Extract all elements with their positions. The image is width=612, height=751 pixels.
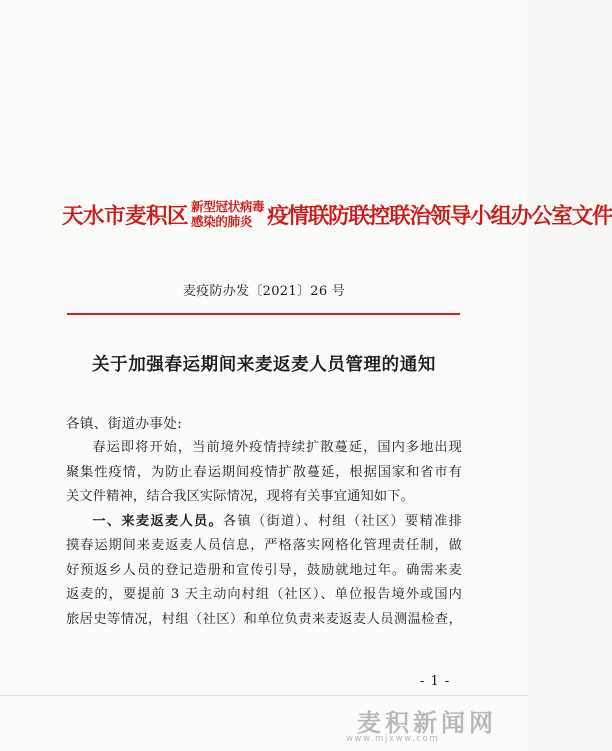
header-virus-line2: 感染的肺炎: [191, 214, 253, 229]
paragraph-2-line-1: [66, 510, 462, 535]
site-watermark: 麦积新闻网: [357, 708, 497, 737]
notice-title: 关于加强春运期间来麦返麦人员管理的通知: [92, 355, 436, 375]
page-number: - 1 -: [420, 674, 451, 689]
document-number: 麦疫防办发〔2021〕26 号: [182, 284, 346, 299]
header-virus-line1: 新型冠状病毒: [191, 199, 265, 214]
paragraph-2-line-5: 旅居史等情况，村组（社区）和单位负责来麦返麦人员测温检查，: [66, 611, 462, 627]
header-issuer-office: 疫情联防联控联治领导小组办公室文件: [267, 203, 612, 229]
section-heading-1: 一、来麦返麦人员。: [92, 513, 223, 529]
site-watermark-url: www.mjxww.com: [346, 734, 440, 744]
paragraph-1-line-1: 春运即将开始，当前境外疫情持续扩散蔓延，国内多地出现: [92, 440, 462, 455]
notice-body: [66, 436, 462, 632]
header-virus-name: [191, 199, 264, 229]
paragraph-2-line-4: 返麦的，要提前 3 天主动向村组（社区）、单位报告境外或国内: [66, 587, 462, 602]
paragraph-1-line-2: 聚集性疫情，为防止春运期间疫情扩散蔓延，根据国家和省市有: [66, 464, 462, 480]
addressee: 各镇、街道办事处:: [66, 416, 183, 432]
paragraph-2-line-3: 好预返乡人员的登记造册和宣传引导，鼓励就地过年。确需来麦: [66, 562, 462, 578]
document-header: [62, 190, 612, 238]
paragraph-2-line-2: 摸春运期间来麦返麦人员信息，严格落实网格化管理责任制，做: [66, 538, 462, 553]
header-issuer-location: 天水市麦积区: [62, 203, 189, 229]
paragraph-2-line-1-text: 各镇（街道）、村组（社区）要精准排: [223, 513, 462, 529]
paragraph-1-line-3: 关文件精神，结合我区实际情况，现将有关事宜通知如下。: [66, 489, 415, 504]
watermark-divider: [0, 695, 528, 696]
red-divider-rule: [67, 313, 460, 315]
